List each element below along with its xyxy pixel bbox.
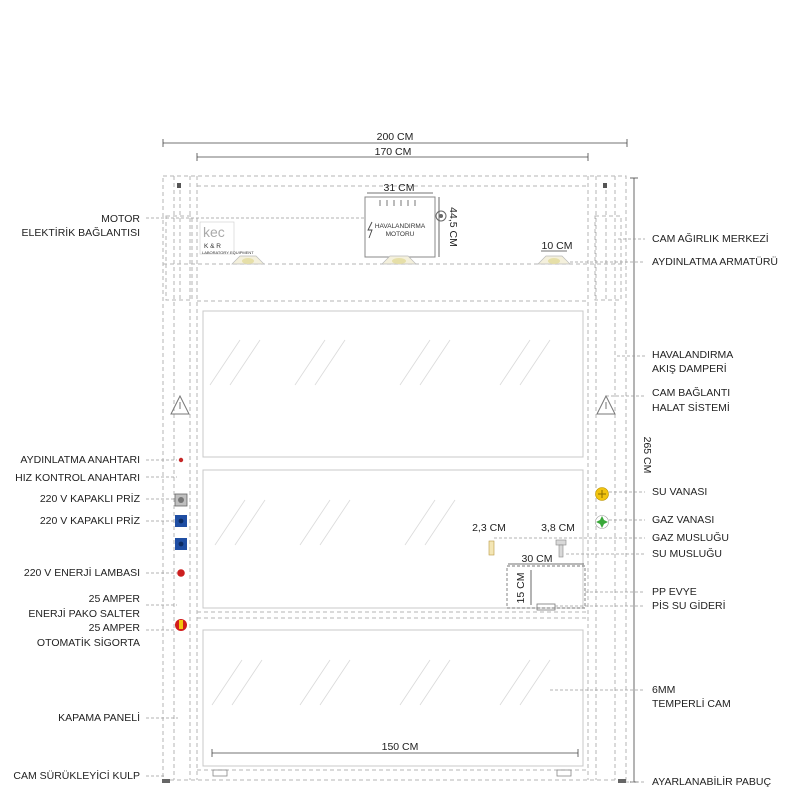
ventilation-motor (365, 197, 435, 257)
label-water-tap: SU MUSLUĞU (652, 548, 723, 560)
label-fuse-line2: OTOMATİK SİGORTA (36, 637, 140, 649)
label-pako-line1: 25 AMPER (88, 593, 140, 605)
dim-15cm: 15 CM (515, 572, 527, 604)
fan-gear-icon (436, 211, 446, 221)
dimension-motor-height (439, 197, 459, 257)
label-glass-center: CAM AĞIRLIK MERKEZİ (652, 233, 769, 245)
label-water-valve: SU VANASI (652, 486, 708, 498)
corner-bolt (603, 183, 607, 188)
dimension-motor-width (367, 182, 433, 194)
fuse-switch (175, 619, 187, 631)
label-motor-line1: MOTOR (101, 213, 140, 225)
dimension-lamp-width (541, 240, 572, 252)
svg-text:LABORATORY EQUIPMENT: LABORATORY EQUIPMENT (202, 250, 254, 255)
dim-2-3cm: 2,3 CM (472, 522, 506, 534)
svg-text:kec: kec (203, 224, 225, 240)
svg-text:K & R: K & R (204, 243, 221, 250)
dimension-inner-width (197, 146, 588, 161)
label-drain: PİS SU GİDERİ (652, 600, 726, 612)
label-fuse-line1: 25 AMPER (88, 622, 140, 634)
label-gas-valve: GAZ VANASI (652, 514, 715, 526)
logo (200, 222, 254, 255)
dim-170cm: 170 CM (374, 146, 412, 158)
label-glass-line2: TEMPERLİ CAM (652, 698, 731, 710)
label-glass-line1: 6MM (652, 684, 676, 696)
dim-10cm: 10 CM (541, 240, 573, 252)
water-valve (596, 488, 609, 501)
dimension-gas-tap (472, 522, 506, 534)
motor-label-line1: HAVALANDIRMA (374, 223, 426, 230)
label-rope-line2: HALAT SİSTEMİ (652, 402, 730, 414)
glass-handle (213, 770, 571, 776)
water-tap (556, 540, 566, 557)
dimension-overall-width (163, 131, 627, 147)
label-adjustable-foot: AYARLANABİLİR PABUÇ (652, 776, 772, 788)
label-socket-1: 220 V KAPAKLI PRİZ (39, 493, 140, 505)
lighting-switch (179, 458, 183, 462)
gas-valve (596, 516, 609, 529)
glass-panel-upper (203, 311, 583, 457)
label-cover-panel: KAPAMA PANELİ (58, 712, 140, 724)
dimension-glass-width (212, 741, 578, 757)
label-lighting-switch: AYDINLATMA ANAHTARI (20, 454, 140, 466)
dim-44-5cm: 44,5 CM (447, 207, 459, 247)
label-pako-line2: ENERJİ PAKO SALTER (28, 608, 140, 620)
label-energy-lamp: 220 V ENERJİ LAMBASI (23, 567, 140, 579)
dim-3-8cm: 3,8 CM (541, 522, 575, 534)
label-speed-switch: HIZ KONTROL ANAHTARI (15, 472, 140, 484)
lighting-fixture-right (538, 256, 570, 264)
lightning-icon (368, 222, 372, 238)
label-lighting-fixture: AYDINLATMA ARMATÜRÜ (652, 256, 779, 268)
label-socket-2: 220 V KAPAKLI PRİZ (39, 515, 140, 527)
label-glass-handle: CAM SÜRÜKLEYİCİ KULP (13, 770, 140, 782)
dim-31cm: 31 CM (383, 182, 415, 194)
cabinet-frame (163, 176, 626, 780)
warning-triangle-icon (597, 396, 615, 414)
dimension-water-tap (541, 522, 575, 534)
label-pp-sink: PP EVYE (652, 586, 697, 598)
label-motor-line2: ELEKTİRİK BAĞLANTISI (21, 227, 140, 239)
leaders-right (494, 239, 645, 782)
dimension-sink-height (515, 570, 531, 605)
dimension-sink-width (508, 553, 584, 565)
dim-265cm: 265 CM (641, 436, 653, 474)
warning-triangle-icon (171, 396, 189, 414)
dim-200cm: 200 CM (376, 131, 414, 143)
label-damper-line2: AKIŞ DAMPERİ (652, 363, 727, 375)
gas-tap (489, 541, 494, 555)
energy-lamp (177, 569, 185, 577)
dim-30cm: 30 CM (521, 553, 553, 565)
label-damper-line1: HAVALANDIRMA (652, 349, 734, 361)
motor-label-line2: MOTORU (385, 231, 415, 238)
label-gas-tap: GAZ MUSLUĞU (652, 532, 730, 544)
lighting-fixture-left (232, 256, 264, 264)
label-rope-line1: CAM BAĞLANTI (652, 387, 731, 399)
dim-150cm: 150 CM (381, 741, 419, 753)
motor-top-arrows (380, 200, 415, 206)
dimension-total-height (630, 178, 653, 782)
corner-bolt (177, 183, 181, 188)
